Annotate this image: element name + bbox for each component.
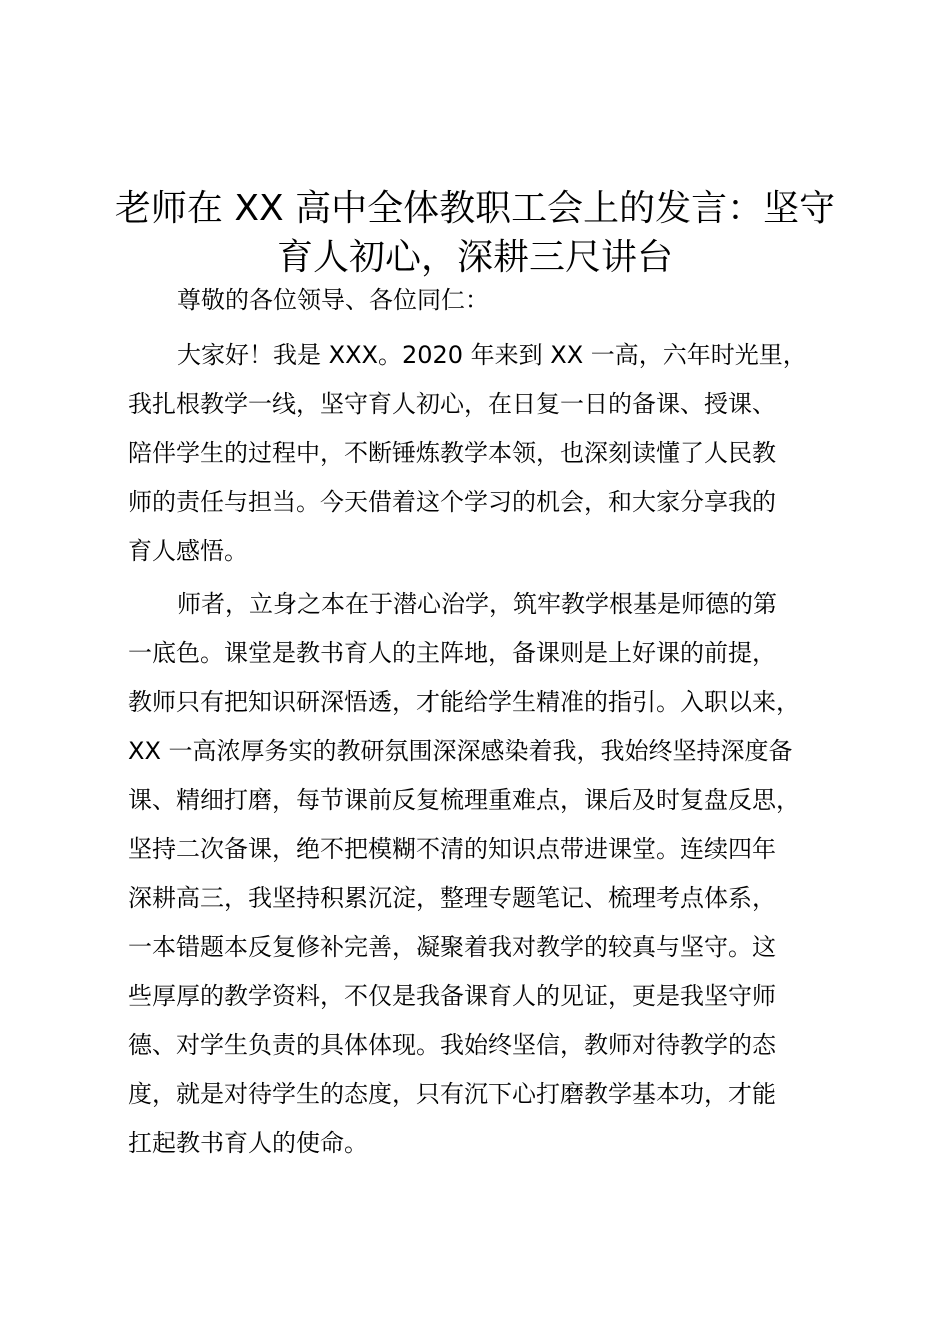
body-line: 育人感悟。: [128, 537, 248, 565]
body-line: 师者，立身之本在于潜心治学，筑牢教学根基是师德的第: [177, 590, 777, 618]
body-line: 扛起教书育人的使命。: [128, 1129, 368, 1157]
salutation: 尊敬的各位领导、各位同仁：: [177, 286, 489, 314]
body-line: 坚持二次备课，绝不把模糊不清的知识点带进课堂。连续四年: [128, 835, 776, 863]
body-line: 度，就是对待学生的态度，只有沉下心打磨教学基本功，才能: [128, 1080, 776, 1108]
body-line: 课、精细打磨，每节课前反复梳理重难点，课后及时复盘反思，: [128, 786, 800, 814]
body-line: 大家好！我是 XXX。2020 年来到 XX 一高，六年时光里，: [177, 341, 807, 369]
body-line: 深耕高三，我坚持积累沉淀，整理专题笔记、梳理考点体系，: [128, 884, 776, 912]
body-line: 德、对学生负责的具体体现。我始终坚信，教师对待教学的态: [128, 1031, 776, 1059]
body-line: 一本错题本反复修补完善，凝聚着我对教学的较真与坚守。这: [128, 933, 776, 961]
body-line: 师的责任与担当。今天借着这个学习的机会，和大家分享我的: [128, 488, 776, 516]
body-line: 我扎根教学一线，坚守育人初心，在日复一日的备课、授课、: [128, 390, 776, 418]
document-title-line-2: 育人初心，深耕三尺讲台: [276, 237, 673, 278]
document-title-line-1: 老师在 XX 高中全体教职工会上的发言：坚守: [114, 188, 836, 229]
body-line: XX 一高浓厚务实的教研氛围深深感染着我，我始终坚持深度备: [128, 737, 793, 765]
body-line: 教师只有把知识研深悟透，才能给学生精准的指引。入职以来，: [128, 688, 800, 716]
body-line: 陪伴学生的过程中，不断锤炼教学本领，也深刻读懂了人民教: [128, 439, 776, 467]
body-line: 一底色。课堂是教书育人的主阵地，备课则是上好课的前提，: [128, 639, 776, 667]
body-line: 些厚厚的教学资料，不仅是我备课育人的见证，更是我坚守师: [128, 982, 776, 1010]
